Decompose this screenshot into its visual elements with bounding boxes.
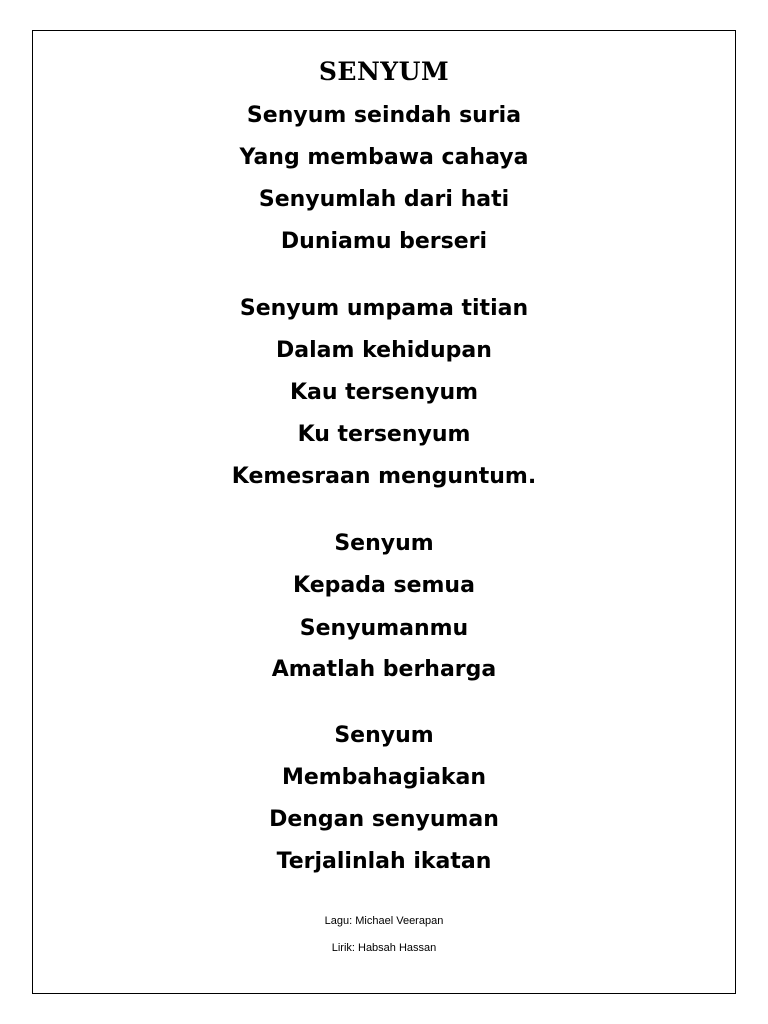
stanza-4-line-2: Membahagiakan xyxy=(281,765,487,790)
stanza-4-line-4: Terjalinlah ikatan xyxy=(276,849,492,874)
credit-music: Lagu: Michael Veerapan xyxy=(324,915,444,927)
stanza-4-line-1: Senyum xyxy=(334,723,434,748)
stanza-3-line-3: Senyumanmu xyxy=(299,616,469,641)
stanza-2-line-1: Senyum umpama titian xyxy=(239,296,529,321)
stanza-1-line-2: Yang membawa cahaya xyxy=(239,145,529,170)
poem-title: SENYUM xyxy=(318,57,450,86)
stanza-1-line-4: Duniamu berseri xyxy=(280,229,488,254)
stanza-3-line-1: Senyum xyxy=(334,531,434,556)
stanza-2-line-5: Kemesraan menguntum. xyxy=(231,464,537,489)
stanza-3-line-2: Kepada semua xyxy=(293,573,475,598)
stanza-1-line-3: Senyumlah dari hati xyxy=(258,187,510,212)
stanza-4-line-3: Dengan senyuman xyxy=(269,807,499,832)
stanza-2-line-3: Kau tersenyum xyxy=(289,380,479,405)
credit-lyrics: Lirik: Habsah Hassan xyxy=(331,942,437,954)
stanza-2-line-4: Ku tersenyum xyxy=(297,422,471,447)
stanza-3-line-4: Amatlah berharga xyxy=(271,657,497,682)
stanza-1-line-1: Senyum seindah suria xyxy=(246,103,522,128)
stanza-2-line-2: Dalam kehidupan xyxy=(276,338,492,363)
